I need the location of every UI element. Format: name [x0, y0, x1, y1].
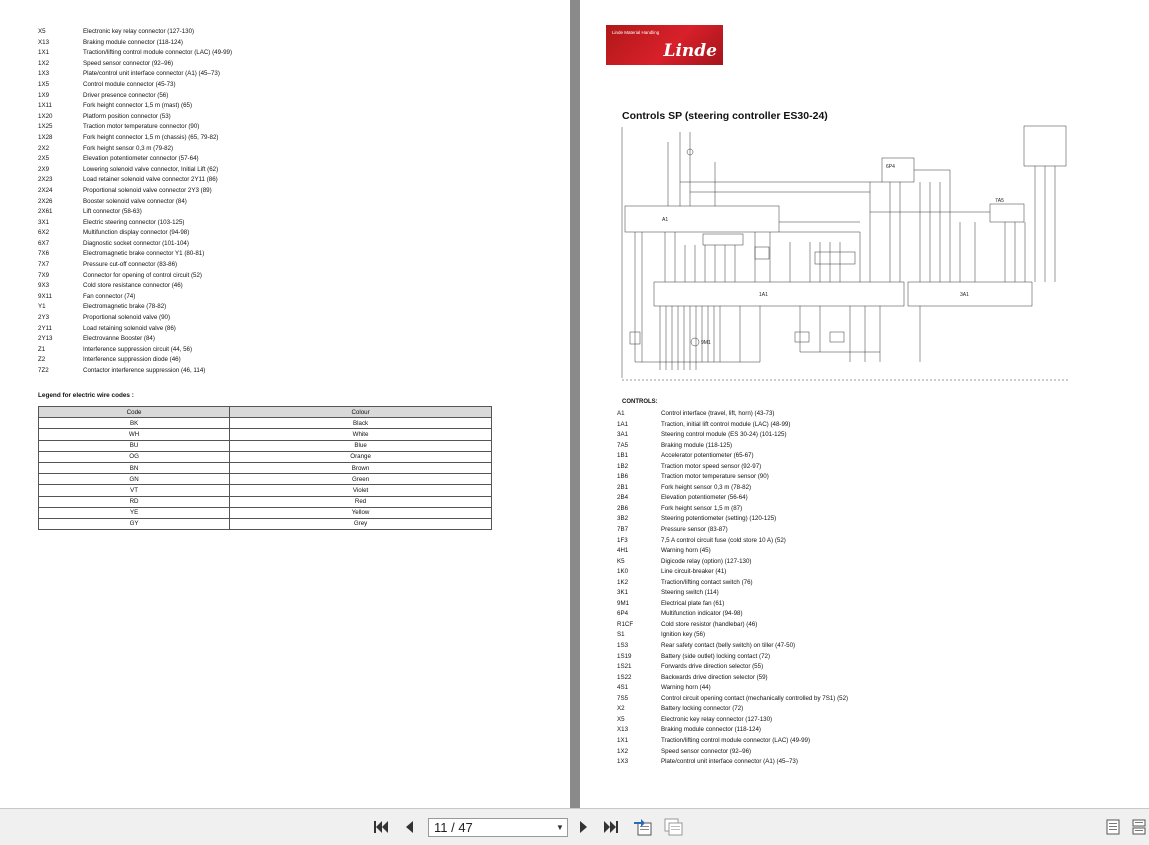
- item-description: Platform position connector (53): [83, 112, 171, 120]
- item-description: Booster solenoid valve connector (84): [83, 197, 187, 205]
- item-description: Ignition key (56): [661, 631, 706, 639]
- column-header-code: Code: [39, 407, 230, 418]
- controls-legend-list: [617, 409, 1137, 768]
- list-item: [38, 324, 538, 335]
- table-row: [39, 462, 492, 473]
- schematic-label-7a5: 7A5: [995, 198, 1004, 204]
- schematic-block-6p4: [882, 158, 914, 182]
- item-code: 2X24: [38, 186, 53, 194]
- list-item: [38, 122, 538, 133]
- item-code: 3B2: [617, 515, 629, 523]
- item-code: 7Z2: [38, 367, 49, 374]
- item-code: 3A1: [617, 431, 629, 439]
- item-code: 1X3: [38, 70, 50, 78]
- item-code: 9M1: [617, 599, 630, 607]
- list-item: [617, 641, 1137, 652]
- item-code: 2X26: [38, 197, 53, 205]
- list-item: [617, 652, 1137, 663]
- list-item: [617, 441, 1137, 452]
- list-item: [38, 271, 538, 282]
- wire-code-cell: WH: [39, 429, 230, 440]
- item-description: Elevation potentiometer (56-64): [661, 494, 748, 502]
- item-description: Fork height connector 1,5 m (chassis) (65, 79-82): [83, 133, 219, 141]
- item-code: 9X3: [38, 282, 50, 290]
- list-item: [617, 736, 1137, 747]
- item-code: A1: [617, 410, 625, 417]
- item-description: Traction motor temperature sensor (90): [661, 473, 769, 481]
- item-description: Plate/control unit interface connector (A1) (45–73): [83, 70, 220, 78]
- item-description: Speed sensor connector (92–96): [83, 59, 174, 67]
- item-description: Braking module connector (118-124): [83, 38, 183, 46]
- item-code: 9X11: [38, 292, 52, 300]
- item-description: Electronic key relay connector (127-130): [83, 28, 195, 35]
- wire-colour-cell: Brown: [230, 462, 492, 473]
- item-description: Traction/lifting control module connector (LAC) (49-99): [661, 736, 811, 744]
- item-code: 2B4: [617, 494, 629, 502]
- list-item: [38, 197, 538, 208]
- item-description: Elevation potentiometer connector (57-64): [83, 155, 199, 163]
- table-row: [39, 440, 492, 451]
- list-item: [38, 249, 538, 260]
- item-description: Battery (side outlet) locking contact (72): [661, 652, 771, 660]
- list-item: [38, 27, 538, 38]
- item-description: Electronic key relay connector (127-130): [661, 715, 773, 723]
- item-description: Driver presence connector (56): [83, 91, 169, 99]
- item-description: Interference suppression diode (46): [83, 356, 181, 364]
- wire-colour-cell: Red: [230, 496, 492, 507]
- item-code: 7B7: [617, 526, 629, 534]
- item-description: Braking module (118-125): [661, 441, 733, 449]
- list-item: [38, 186, 538, 197]
- item-code: 2X5: [38, 155, 50, 163]
- item-description: Steering switch (114): [661, 589, 719, 597]
- item-description: Electromagnetic brake (78-82): [83, 303, 167, 311]
- list-item: [38, 112, 538, 123]
- item-description: Multifunction indicator (94-98): [661, 610, 743, 618]
- list-item: [617, 630, 1137, 641]
- item-code: 1X5: [38, 80, 50, 88]
- list-item: [38, 69, 538, 80]
- item-code: 1A1: [617, 420, 629, 428]
- list-item: [617, 472, 1137, 483]
- list-item: [617, 430, 1137, 441]
- item-code: 3K1: [617, 589, 629, 597]
- item-code: 2Y11: [38, 324, 52, 332]
- item-code: 6X7: [38, 239, 50, 247]
- item-description: Contactor interference suppression (46, 114): [83, 367, 206, 374]
- wire-code-cell: RD: [39, 496, 230, 507]
- item-code: Z2: [38, 356, 46, 364]
- page-indicator: 11 / 47: [434, 820, 473, 835]
- item-code: 4H1: [617, 547, 629, 555]
- controls-heading: CONTROLS:: [622, 399, 658, 405]
- item-description: Accelerator potentiometer (65-67): [661, 452, 754, 460]
- wire-colour-cell: White: [230, 429, 492, 440]
- item-code: 2X23: [38, 176, 53, 184]
- item-code: 2X61: [38, 208, 53, 216]
- list-item: [38, 48, 538, 59]
- item-code: 7X6: [38, 250, 50, 258]
- list-item: [617, 694, 1137, 705]
- list-item: [617, 620, 1137, 631]
- wire-colour-cell: Green: [230, 474, 492, 485]
- last-page-icon[interactable]: [602, 819, 620, 835]
- item-description: Warning horn (45): [661, 547, 711, 555]
- list-item: [617, 578, 1137, 589]
- item-code: K5: [617, 557, 625, 565]
- item-code: R1CF: [617, 620, 634, 628]
- item-description: Traction motor temperature connector (90): [83, 123, 200, 131]
- item-code: 1X9: [38, 91, 50, 99]
- item-code: 1S22: [617, 673, 632, 681]
- wire-code-cell: BK: [39, 418, 230, 429]
- left-document-page: [0, 0, 570, 808]
- schematic-block-a1: [625, 206, 779, 232]
- list-item: [38, 165, 538, 176]
- schematic-label-1a1: 1A1: [759, 292, 768, 298]
- table-row: [39, 474, 492, 485]
- list-item: [617, 704, 1137, 715]
- list-item: [38, 313, 538, 324]
- first-page-icon[interactable]: [372, 819, 390, 835]
- list-item: [38, 38, 538, 49]
- prev-page-icon[interactable]: [402, 819, 416, 835]
- page-title: Controls SP (steering controller ES30-24): [622, 110, 828, 122]
- item-description: Interference suppression circuit (44, 56): [83, 345, 193, 353]
- wire-colour-cell: Violet: [230, 485, 492, 496]
- item-description: Rear safety contact (belly switch) on tiller (47-50): [661, 642, 796, 650]
- list-item: [38, 302, 538, 313]
- item-code: 1X28: [38, 133, 53, 141]
- logo-brand: Linde: [663, 41, 717, 61]
- item-code: 1X1: [617, 736, 629, 744]
- wire-code-cell: BU: [39, 440, 230, 451]
- item-description: Steering control module (ES 30-24) (101-125): [661, 431, 787, 439]
- item-description: Electrical plate fan (61): [661, 599, 725, 607]
- schematic-label-a1: A1: [662, 217, 669, 223]
- item-description: Cold store resistance connector (46): [83, 282, 183, 290]
- item-code: 1X1: [38, 49, 50, 57]
- wire-colour-table-body: [39, 418, 492, 530]
- motor-symbol: [691, 338, 699, 346]
- item-description: Digicode relay (option) (127-130): [661, 557, 752, 565]
- item-code: 7X9: [38, 271, 50, 279]
- wire-code-cell: GY: [39, 518, 230, 529]
- list-item: [38, 292, 538, 303]
- list-item: [38, 144, 538, 155]
- continuous-view-icon[interactable]: [1131, 819, 1147, 835]
- wire-colour-table: [38, 406, 492, 530]
- item-description: Proportional solenoid valve connector 2Y3 (89): [83, 186, 212, 194]
- chevron-down-icon[interactable]: ▼: [556, 823, 564, 832]
- list-item: [38, 228, 538, 239]
- list-item: [38, 281, 538, 292]
- item-code: 1K2: [617, 578, 629, 586]
- page-number-field[interactable]: [428, 818, 568, 837]
- item-code: 1B6: [617, 473, 629, 481]
- table-row: [39, 429, 492, 440]
- schematic-block-7a5: [990, 204, 1024, 222]
- item-description: Fan connector (74): [83, 292, 136, 300]
- schematic-sub-block: [703, 234, 743, 245]
- item-description: Proportional solenoid valve (90): [83, 314, 171, 322]
- item-description: Fork height sensor 1,5 m (87): [661, 504, 743, 512]
- item-code: X5: [38, 28, 46, 35]
- list-item: [617, 546, 1137, 557]
- item-description: Traction/lifting contact switch (76): [661, 578, 753, 586]
- item-code: 1X20: [38, 112, 53, 120]
- item-description: Load retaining solenoid valve (86): [83, 324, 176, 332]
- item-description: Speed sensor connector (92–96): [661, 747, 752, 755]
- item-description: Fork height connector 1,5 m (mast) (65): [83, 102, 193, 110]
- right-document-page: [580, 0, 1149, 808]
- item-description: Pressure sensor (83-87): [661, 526, 728, 534]
- wire-colour-cell: Grey: [230, 518, 492, 529]
- item-code: 1K0: [617, 568, 629, 576]
- item-code: 1S21: [617, 663, 632, 671]
- list-item: [617, 493, 1137, 504]
- list-item: [617, 599, 1137, 610]
- item-description: Traction motor speed sensor (92-97): [661, 462, 762, 470]
- item-code: 3X1: [38, 218, 50, 226]
- item-description: Electric steering connector (103-125): [83, 218, 185, 226]
- list-item: [38, 334, 538, 345]
- item-code: 6P4: [617, 610, 629, 618]
- list-item: [38, 239, 538, 250]
- item-code: 7X7: [38, 261, 50, 269]
- item-description: Load retainer solenoid valve connector 2Y11 (86): [83, 176, 218, 184]
- list-item: [38, 366, 538, 377]
- wire-code-legend-title: Legend for electric wire codes :: [38, 392, 134, 399]
- list-item: [617, 673, 1137, 684]
- wire-code-cell: GN: [39, 474, 230, 485]
- list-item: [617, 483, 1137, 494]
- next-page-icon[interactable]: [577, 819, 591, 835]
- list-item: [38, 154, 538, 165]
- item-code: X5: [617, 715, 625, 723]
- schematic-block-1a1: [654, 282, 904, 306]
- item-description: Diagnostic socket connector (101-104): [83, 239, 189, 247]
- schematic-label-6p4: 6P4: [886, 164, 895, 170]
- logo-tagline: Linde Material Handling: [612, 30, 660, 35]
- list-item: [38, 345, 538, 356]
- wiring-schematic: [620, 122, 1070, 384]
- schematic-label-9m1: 9M1: [701, 340, 711, 346]
- list-item: [617, 557, 1137, 568]
- list-item: [38, 218, 538, 229]
- item-description: Steering potentiometer (setting) (120-125): [661, 515, 777, 523]
- item-code: 7S5: [617, 694, 629, 702]
- item-description: Warning horn (44): [661, 684, 711, 692]
- wire-colour-cell: Blue: [230, 440, 492, 451]
- list-item: [38, 91, 538, 102]
- item-code: X13: [38, 38, 50, 46]
- wire-code-cell: VT: [39, 485, 230, 496]
- item-code: 1B1: [617, 452, 629, 460]
- item-description: Multifunction display connector (94-98): [83, 229, 190, 237]
- list-item: [617, 747, 1137, 758]
- table-row: [39, 418, 492, 429]
- item-code: X13: [617, 726, 629, 734]
- wire-colour-cell: Orange: [230, 451, 492, 462]
- item-description: Backwards drive direction selector (59): [661, 673, 768, 681]
- list-item: [38, 207, 538, 218]
- item-description: Battery locking connector (72): [661, 705, 744, 713]
- list-item: [617, 536, 1137, 547]
- item-description: Traction, initial lift control module (LAC) (48-99): [661, 420, 791, 428]
- item-code: 2B6: [617, 504, 629, 512]
- item-description: Control module connector (45-73): [83, 80, 176, 88]
- item-description: Lowering solenoid valve connector, Initial Lift (62): [83, 165, 219, 173]
- wire-code-cell: OG: [39, 451, 230, 462]
- list-item: [38, 101, 538, 112]
- schematic-block-3a1: [908, 282, 1032, 306]
- go-back-view-icon[interactable]: [632, 819, 654, 835]
- item-description: Control interface (travel, lift, horn) (43-73): [661, 410, 775, 417]
- list-item: [38, 355, 538, 366]
- item-code: 4S1: [617, 684, 629, 692]
- item-description: Plate/control unit interface connector (A1) (45–73): [661, 758, 798, 766]
- list-item: [617, 514, 1137, 525]
- item-description: Electromagnetic brake connector Y1 (80-81): [83, 250, 205, 258]
- item-code: 1X11: [38, 102, 52, 110]
- list-item: [617, 662, 1137, 673]
- linde-logo: [606, 25, 723, 65]
- list-item: [617, 725, 1137, 736]
- table-row: [39, 451, 492, 462]
- item-description: Cold store resistor (handlebar) (46): [661, 620, 758, 628]
- table-row: [39, 507, 492, 518]
- go-forward-view-icon[interactable]: [662, 819, 684, 835]
- wire-code-cell: BN: [39, 462, 230, 473]
- list-item: [38, 260, 538, 271]
- item-description: Fork height sensor 0,3 m (79-82): [83, 144, 174, 152]
- item-code: 1F3: [617, 536, 628, 544]
- list-item: [617, 525, 1137, 536]
- item-code: 2X9: [38, 165, 50, 173]
- table-row: [39, 518, 492, 529]
- list-item: [617, 683, 1137, 694]
- item-description: Line circuit-breaker (41): [661, 568, 727, 576]
- wire-colour-cell: Yellow: [230, 507, 492, 518]
- list-item: [617, 757, 1137, 768]
- item-description: Fork height sensor 0,3 m (78-82): [661, 483, 752, 491]
- item-description: Braking module connector (118-124): [661, 726, 761, 734]
- item-description: Control circuit opening contact (mechanically controlled by 7S1) (52): [661, 694, 849, 702]
- item-code: 1X2: [38, 59, 50, 67]
- item-description: Traction/lifting control module connector (LAC) (49-99): [83, 49, 233, 57]
- item-code: 1B2: [617, 462, 629, 470]
- list-item: [617, 609, 1137, 620]
- item-code: 2B1: [617, 483, 629, 491]
- list-item: [617, 588, 1137, 599]
- item-code: X2: [617, 705, 625, 713]
- schematic-block-top-right: [1024, 126, 1066, 166]
- table-row: [39, 485, 492, 496]
- schematic-label-3a1: 3A1: [960, 292, 969, 298]
- column-header-colour: Colour: [230, 407, 492, 418]
- table-row: [39, 496, 492, 507]
- item-code: 1S3: [617, 642, 629, 650]
- list-item: [617, 420, 1137, 431]
- wire-colour-cell: Black: [230, 418, 492, 429]
- item-description: Lift connector (58-63): [83, 208, 142, 216]
- wire-code-cell: YE: [39, 507, 230, 518]
- list-item: [617, 451, 1137, 462]
- item-code: 7A5: [617, 441, 629, 449]
- list-item: [617, 567, 1137, 578]
- list-item: [38, 80, 538, 91]
- item-description: 7,5 A control circuit fuse (cold store 10 A) (52): [661, 536, 786, 544]
- item-code: Z1: [38, 345, 46, 353]
- connector-legend-list: [38, 27, 538, 377]
- item-code: 6X2: [38, 229, 50, 237]
- list-item: [617, 504, 1137, 515]
- pdf-viewer-toolbar: [0, 808, 1149, 845]
- item-code: 2Y3: [38, 314, 50, 322]
- list-item: [38, 133, 538, 144]
- item-code: S1: [617, 631, 625, 639]
- page-gap: [570, 0, 580, 808]
- list-item: [617, 462, 1137, 473]
- list-item: [38, 175, 538, 186]
- table-header-row: [39, 407, 492, 418]
- list-item: [617, 715, 1137, 726]
- list-item: [617, 409, 1137, 420]
- item-description: Electrovanne Booster (84): [83, 335, 155, 343]
- item-code: 1X3: [617, 758, 629, 766]
- item-code: 1X25: [38, 123, 53, 131]
- item-description: Forwards drive direction selector (55): [661, 663, 764, 671]
- item-code: Y1: [38, 303, 46, 311]
- list-item: [38, 59, 538, 70]
- item-code: 2X2: [38, 144, 50, 152]
- item-code: 1X2: [617, 747, 629, 755]
- item-code: 2Y13: [38, 335, 53, 343]
- item-code: 1S19: [617, 652, 632, 660]
- item-description: Pressure cut-off connector (83-86): [83, 261, 178, 269]
- item-description: Connector for opening of control circuit (52): [83, 271, 202, 279]
- single-page-view-icon[interactable]: [1105, 819, 1121, 835]
